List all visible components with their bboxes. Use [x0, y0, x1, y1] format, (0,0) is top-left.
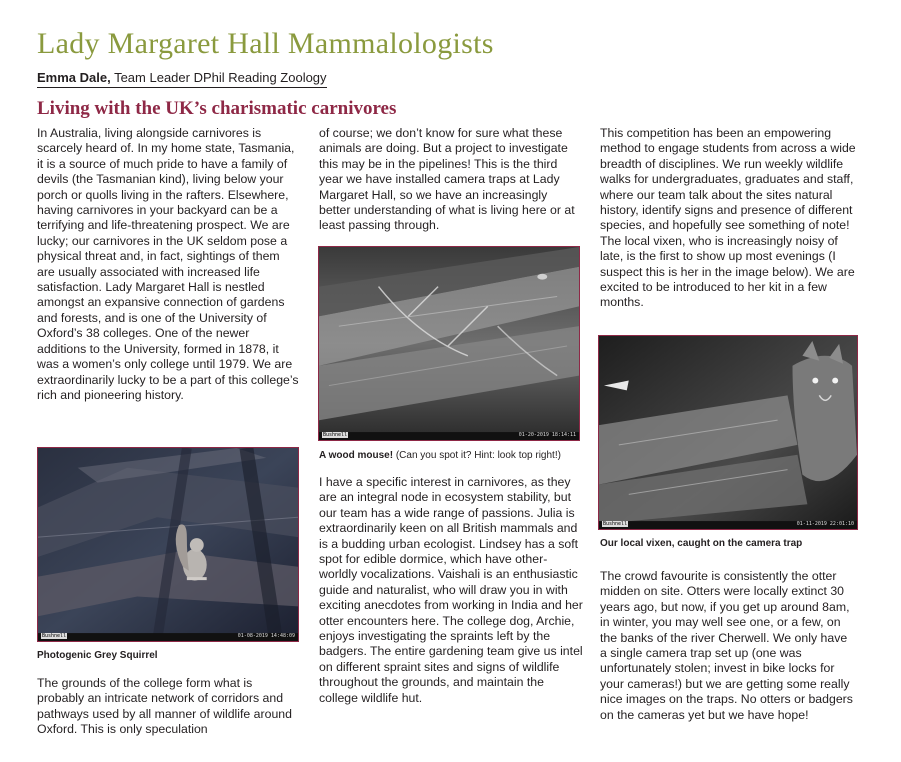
vixen-photo-image [599, 336, 857, 529]
column1-paragraph-1: In Australia, living alongside carnivores is scarcely heard of. In my home state, Tasmania, it is a source of much pride to have a family of devils (the Tasmanian kind), living below your porch or quolls living in the rafters. Elsewhere, having carnivores in your backyard can be a terrifying and life-threatening prospect. We are lucky; our carnivores in the UK seldom pose a physical threat and, in fact, sightings of them are usually associated with increased life satisfaction. Lady Margaret Hall is nestled amongst an expansive connection of gardens and forests, and is one of the University of Oxford’s 38 colleges. One of the newer additions to the University, formed in 1878, it was a women’s only college until 1979. We are extraordinarily lucky to be a part of this college’s rich and pioneering history. [37, 126, 299, 402]
wood-mouse-photo-brand: Bushnell [323, 432, 348, 438]
vixen-photo-timestamp: 01-11-2019 22:01:10 [796, 521, 854, 527]
vixen-photo-brand: Bushnell [603, 521, 628, 527]
wood-mouse-photo-image [319, 247, 579, 440]
column2-paragraph-2: I have a specific interest in carnivores, as they are an integral node in ecosystem stability, but our team has a wide range of passions. Julia is extraordinarily keen on all British mammals and is a budding urban ecologist. Lindsey has a soft spot for edible dormice, which have other-worldly vocalizations. Vaishali is an enthusiastic guide and naturalist, who will draw you in with exciting anecdotes from working in India and her otter encounters here. The college dog, Archie, enjoys investigating the spraints left by the badgers. The entire gardening team give us intel on different spraint sites and signs of wildlife throughout the grounds, and maintain the college wildlife hut. [319, 475, 583, 705]
author-name: Emma Dale, [37, 70, 111, 85]
page-title: Lady Margaret Hall Mammalologists [37, 27, 494, 60]
squirrel-photo-timestamp: 01-08-2019 14:48:09 [237, 633, 295, 639]
squirrel-photo-image [38, 448, 298, 641]
vixen-caption: Our local vixen, caught on the camera trap [600, 538, 803, 549]
column3-paragraph-2: The crowd favourite is consistently the otter midden on site. Otters were locally extinct 30 years ago, but now, if you get up around 8am, in winter, you may well see one, or a few, on the banks of the river Cherwell. We only have a single camera trap set up (one was unfortunately stolen; invest in bike locks for your cameras!) but we are getting some really nice images on the traps. No otters or badgers on the cameras yet but we have hope! [600, 569, 853, 722]
author-role: Team Leader DPhil Reading Zoology [110, 70, 327, 85]
author-line [37, 70, 327, 88]
article-subtitle: Living with the UK’s charismatic carnivores [37, 98, 397, 119]
squirrel-caption: Photogenic Grey Squirrel [37, 650, 158, 661]
wood-mouse-photo-timestamp: 01-20-2019 18:14:11 [518, 432, 576, 438]
wood-mouse-caption: A wood mouse! (Can you spot it? Hint: look top right!) [319, 450, 561, 461]
wood-mouse-photo [318, 246, 580, 441]
vixen-photo [598, 335, 858, 530]
squirrel-photo-brand: Bushnell [42, 633, 67, 639]
column1-paragraph-2: The grounds of the college form what is probably an intricate network of corridors and pathways used by all manner of wildlife around Oxford. This is only speculation [37, 676, 292, 737]
column2-paragraph-1: of course; we don’t know for sure what these animals are doing. But a project to investigate this may be in the pipelines! This is the third year we have installed camera traps at Lady Margaret Hall, so we have an increasingly better understanding of what is living here or at least passing through. [319, 126, 575, 233]
squirrel-photo [37, 447, 299, 642]
column3-paragraph-1: This competition has been an empowering method to engage students from across a wide breadth of disciplines. We run weekly wildlife walks for undergraduates, graduates and staff, where our team talk about the sites natural history, identify signs and presence of different species, and hopefully see something of note! The local vixen, who is increasingly noisy of late, is the first to show up most evenings (I suspect this is her in the image below). We are excited to be introduced to her kit in a few months. [600, 126, 856, 310]
